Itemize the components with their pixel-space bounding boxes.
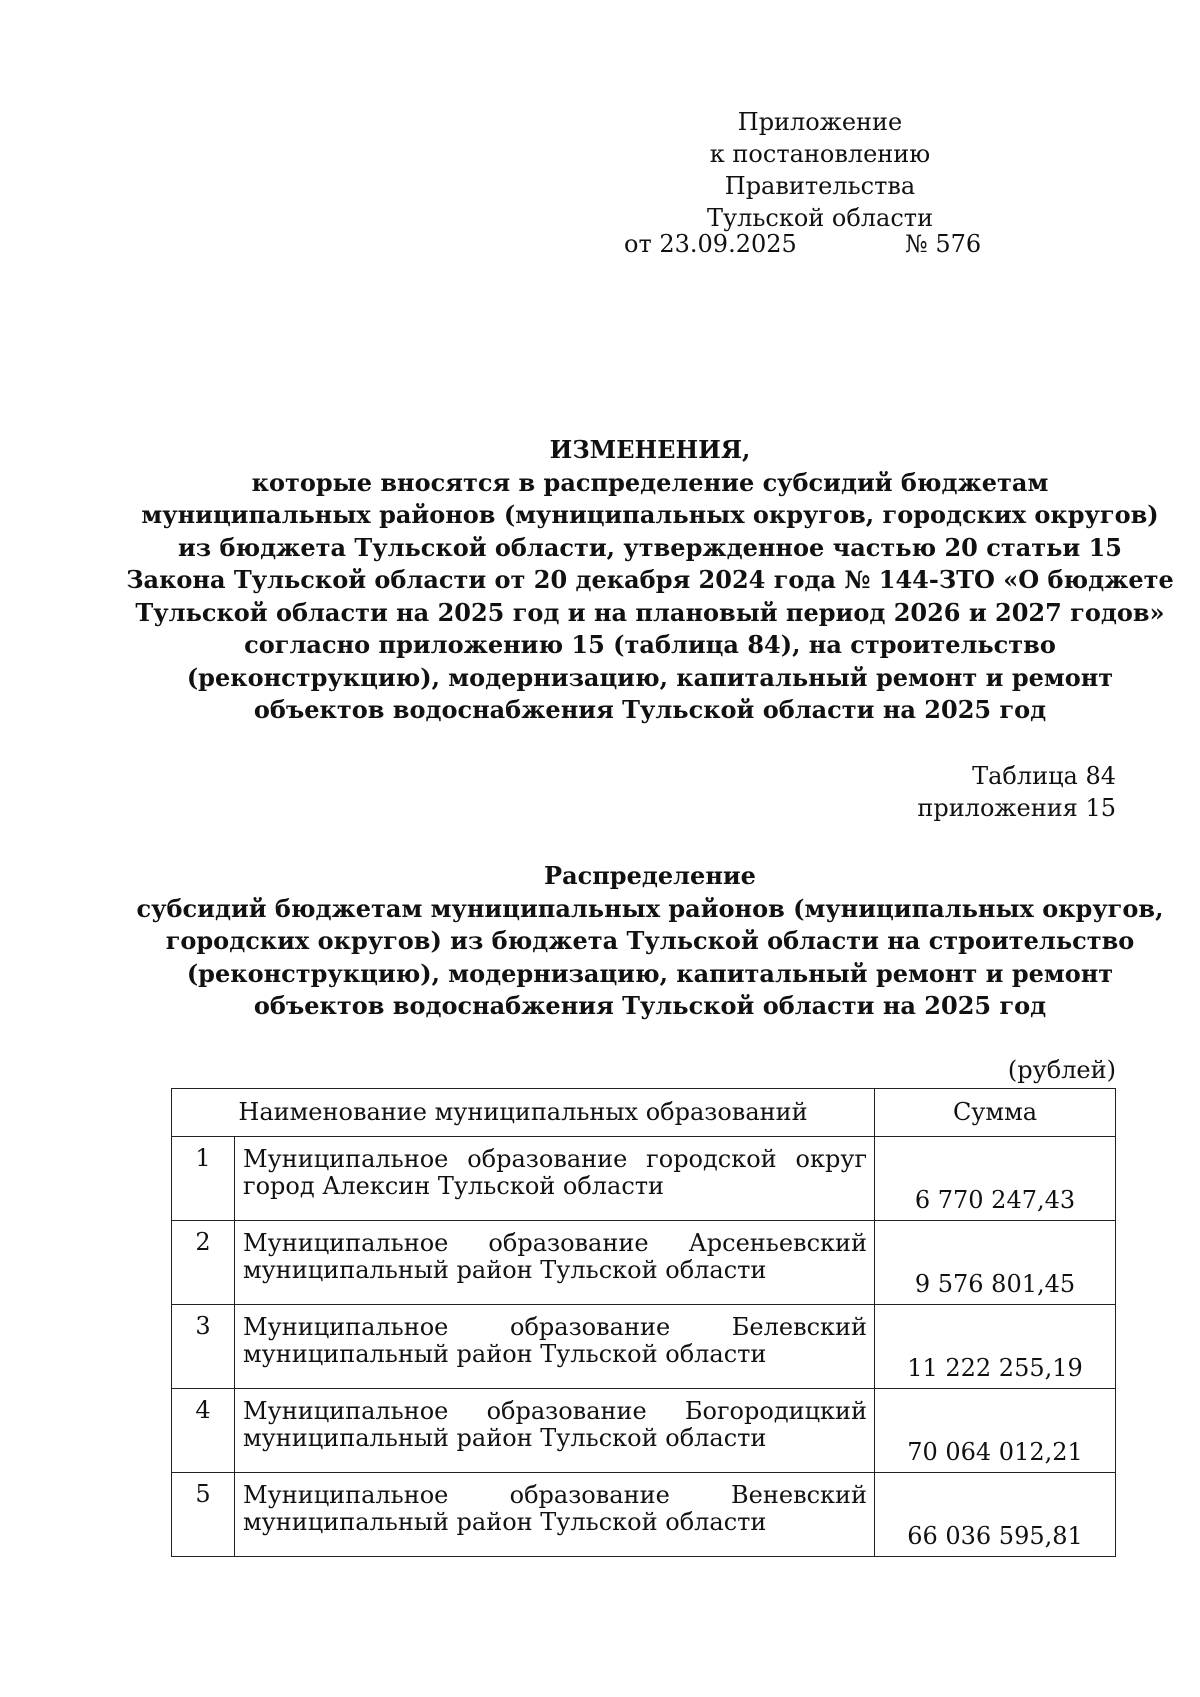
table-reference-line: приложения 15 [917,794,1116,822]
table-row [172,1305,1116,1389]
appendix-title: Приложение [737,108,903,136]
subsidy-amount: 66 036 595,81 [875,1473,1116,1557]
subsidy-amount: 70 064 012,21 [875,1389,1116,1473]
table-row [172,1473,1116,1557]
heading-line: ИЗМЕНЕНИЯ, [549,435,751,464]
municipality-name: Муниципальное образование Веневский муниципальный район Тульской области [235,1473,875,1557]
heading-line: Распределение [544,861,756,890]
heading-line: которые вносятся в распределение субсидий бюджетам [251,467,1049,497]
table-row [172,1137,1116,1221]
row-number: 1 [172,1137,235,1221]
appendix-block [620,106,1020,234]
table-row [172,1389,1116,1473]
subsidy-table [171,1088,1116,1557]
heading-line: городских округов) из бюджета Тульской области на строительство [165,926,1135,955]
column-header-sum: Сумма [875,1089,1116,1137]
table-reference-line: Таблица 84 [972,762,1116,790]
municipality-name: Муниципальное образование Белевский муниципальный район Тульской области [235,1305,875,1389]
heading-line: из бюджета Тульской области, утвержденное частью 20 статьи 15 [178,532,1122,562]
row-number: 4 [172,1389,235,1473]
heading-line: Закона Тульской области от 20 декабря 2024 года № 144-ЗТО «О бюджете [126,565,1174,594]
municipality-name: Муниципальное образование Арсеньевский муниципальный район Тульской области [235,1221,875,1305]
resolution-date: от 23.09.2025 [624,230,797,258]
heading-line: субсидий бюджетам муниципальных районов (муниципальных округов, [136,893,1164,923]
table-header-row [172,1089,1116,1137]
table-reference [800,760,1116,824]
heading-line: муниципальных районов (муниципальных округов, городских округов) [141,500,1159,529]
subsidy-amount: 11 222 255,19 [875,1305,1116,1389]
appendix-line: Тульской области [706,204,934,232]
heading-line: объектов водоснабжения Тульской области на 2025 год [253,991,1047,1020]
appendix-line: к постановлению Правительства [709,140,931,200]
subsidy-amount: 9 576 801,45 [875,1221,1116,1305]
heading-line: (реконструкцию), модернизацию, капитальный ремонт и ремонт [186,662,1114,692]
changes-heading [120,434,1180,727]
heading-line: (реконструкцию), модернизацию, капитальный ремонт и ремонт [186,958,1114,988]
resolution-number: № 576 [905,230,982,258]
row-number: 3 [172,1305,235,1389]
currency-units: (рублей) [1007,1056,1116,1084]
heading-line: Тульской области на 2025 год и на плановый период 2026 и 2027 годов» [135,597,1165,627]
distribution-heading [120,860,1180,1023]
column-header-name: Наименование муниципальных образований [172,1089,875,1137]
subsidy-amount: 6 770 247,43 [875,1137,1116,1221]
row-number: 5 [172,1473,235,1557]
heading-line: согласно приложению 15 (таблица 84), на строительство [244,630,1056,659]
municipality-name: Муниципальное образование городской округ город Алексин Тульской области [235,1137,875,1221]
row-number: 2 [172,1221,235,1305]
table-row [172,1221,1116,1305]
municipality-name: Муниципальное образование Богородицкий муниципальный район Тульской области [235,1389,875,1473]
heading-line: объектов водоснабжения Тульской области на 2025 год [253,695,1047,724]
